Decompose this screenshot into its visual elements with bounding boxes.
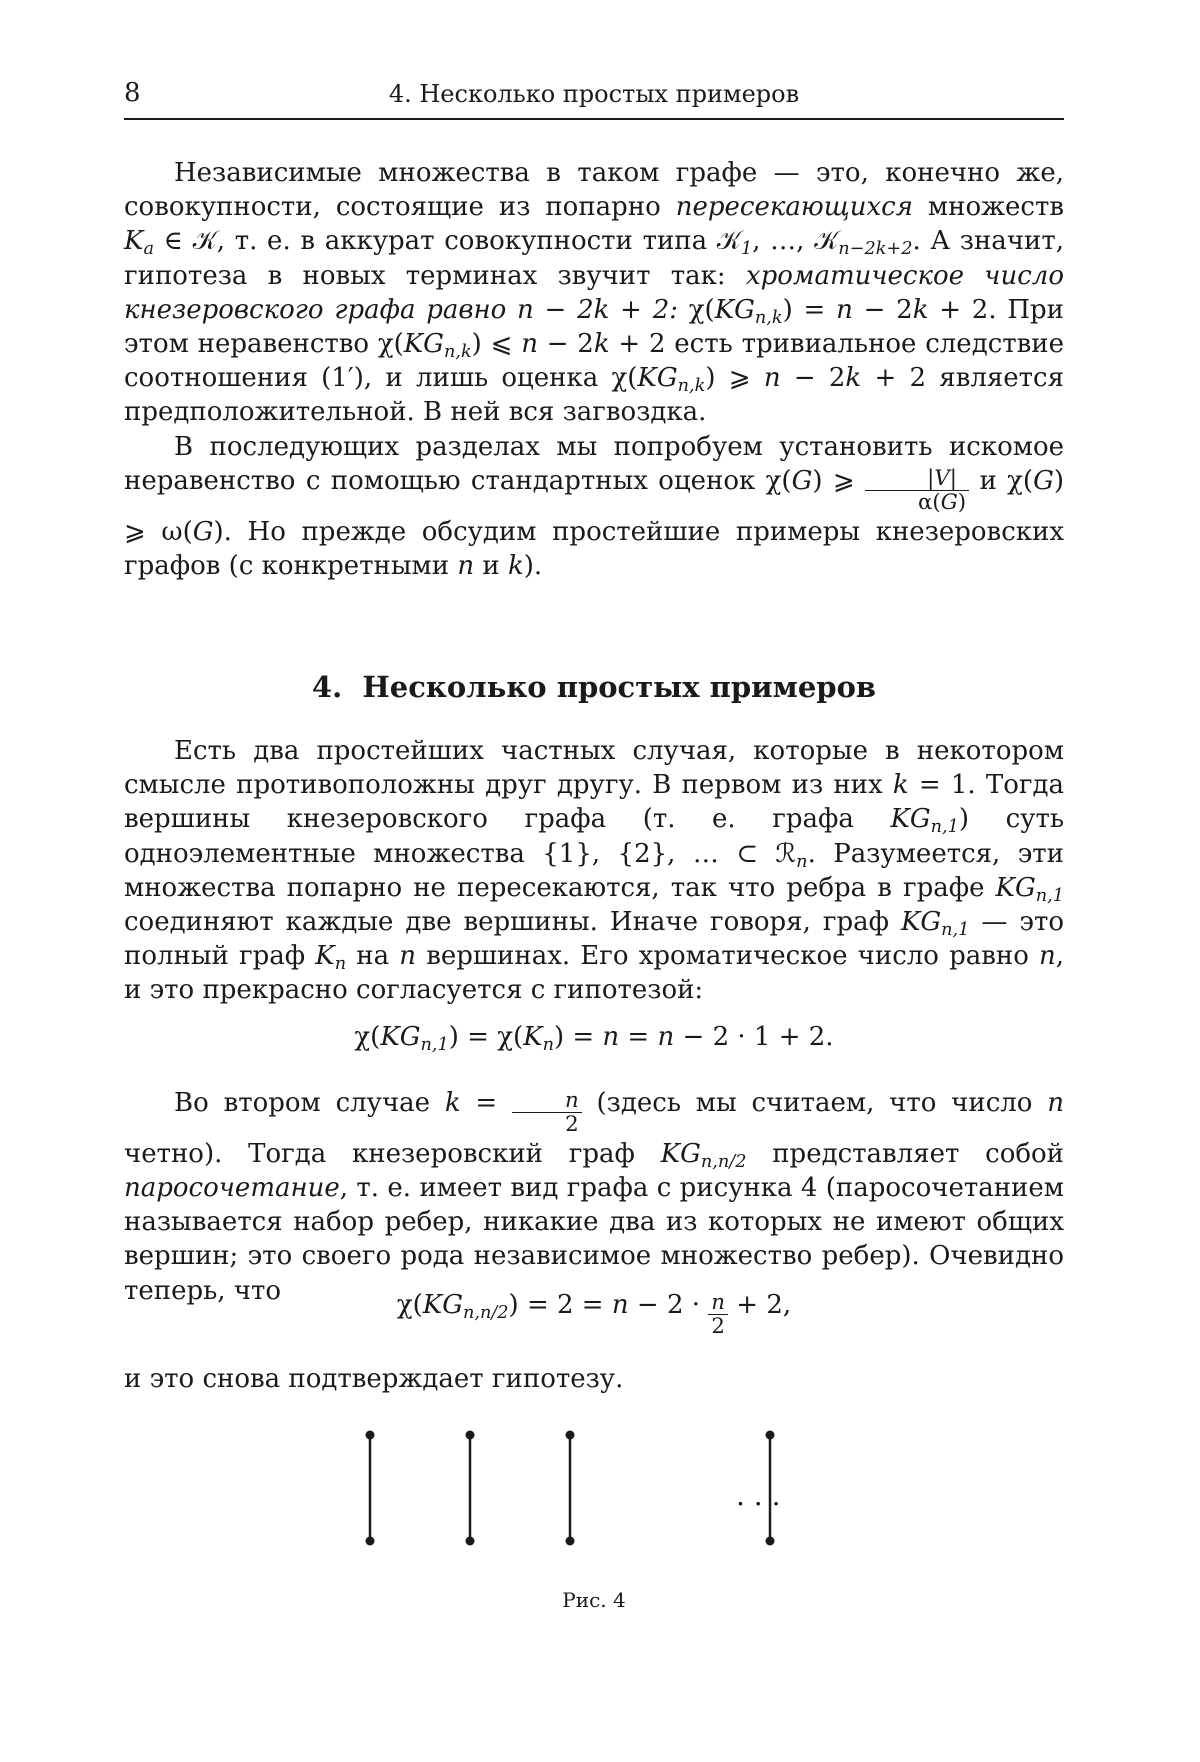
top-vertex [466, 1431, 475, 1440]
paragraph-block-3 [124, 1086, 1064, 1308]
paragraph-block-1 [124, 156, 1064, 583]
figure-caption: Рис. 4 [562, 1588, 626, 1612]
paragraph-1: Независимые множества в таком графе — это, конечно же, совокупности, состоящие из попарно пересекающихся множеств $K_a$ ∈ 𝒦, т. е. в аккурат совокупности типа 𝒦$_1$, …, 𝒦$_{n-2k+2}$. А значит, гипотеза в новых терминах звучит так: хроматическое число кнезеровского графа равно n − 2k + 2: $\chi(KG_{n,k}) = n - 2k + 2$. При этом неравенство $\chi(KG_{n,k})$ ⩽ n − 2k + 2 есть тривиальное следствие соотношения (1′), и лишь оценка $\chi(KG_{n,k})$ ⩾ n − 2k + 2 является предположительной. В ней вся загвоздка. [124, 158, 1065, 428]
page-number: 8 [124, 78, 141, 108]
formula-2: $\chi(KG_{n,n/2}) = 2 = n - 2$ · $\frac{n}{2}$ + 2, [396, 1289, 792, 1340]
fraction-n-over-2: $\frac{n}{2}$ [512, 1089, 582, 1137]
paragraph-4: Во втором случае k = $\frac{n}{2}$ (здесь мы считаем, что число n четно). Тогда кнезеровский граф $KG_{n,n/2}$ представляет собой паросочетание, т. е. имеет вид графа с рисунка 4 (паросочетанием называется набор ребер, никакие два из которых не имеют общих вершин; это своего рода независимое множество ребер). Очевидно теперь, что [124, 1087, 1064, 1306]
bottom-vertex [466, 1537, 475, 1546]
paragraph-block-4 [124, 1362, 1064, 1396]
section-heading [124, 670, 1064, 704]
section-title: Несколько простых примеров [362, 670, 877, 704]
running-header [124, 78, 1064, 120]
ellipsis-text: . . . [736, 1479, 781, 1512]
fraction-n-over-2-formula: $\frac{n}{2}$ [708, 1291, 728, 1339]
running-title: 4. Несколько простых примеров [388, 80, 800, 108]
fraction-v-over-alpha: $\frac{|V|}{\alpha(G)}$ [865, 467, 969, 515]
top-vertex [566, 1431, 575, 1440]
bottom-vertex [566, 1537, 575, 1546]
paragraph-5: и это снова подтверждает гипотезу. [124, 1364, 624, 1394]
paragraph-block-2 [124, 734, 1064, 1008]
book-page [124, 0, 1064, 1762]
formula-1: $\chi(KG_{n,1}) = \chi(K_n) = n = n - 2 \cdot 1 + 2$. [354, 1022, 834, 1055]
matching-graph-figure [124, 1425, 1064, 1575]
paragraph-3: Есть два простейших частных случая, которые в некотором смысле противоположны друг другу. В первом из них k = 1. Тогда вершины кнезеровского графа (т. е. графа $KG_{n,1}$) суть одноэлементные множества {1}, {2}, … ⊂ ℛ$_n$. Разумеется, эти множества попарно не пересекаются, так что ребра в графе $KG_{n,1}$ соединяют каждые две вершины. Иначе говоря, граф $KG_{n,1}$ — это полный граф $K_n$ на n вершинах. Его хроматическое число равно n, и это прекрасно согласуется с гипотезой: [124, 736, 1065, 1006]
bottom-vertex [766, 1537, 775, 1546]
paragraph-2: В последующих разделах мы попробуем установить искомое неравенство с помощью стандартных оценок χ(G) ⩾ $\frac{|V|}{\alpha(G)}$ и χ(G) ⩾ ω(G). Но прежде обсудим простейшие примеры кнезеровских графов (с конкретными n и k). [124, 431, 1064, 581]
top-vertex [766, 1431, 775, 1440]
bottom-vertex [366, 1537, 375, 1546]
section-number: 4. [311, 670, 343, 704]
top-vertex [366, 1431, 375, 1440]
